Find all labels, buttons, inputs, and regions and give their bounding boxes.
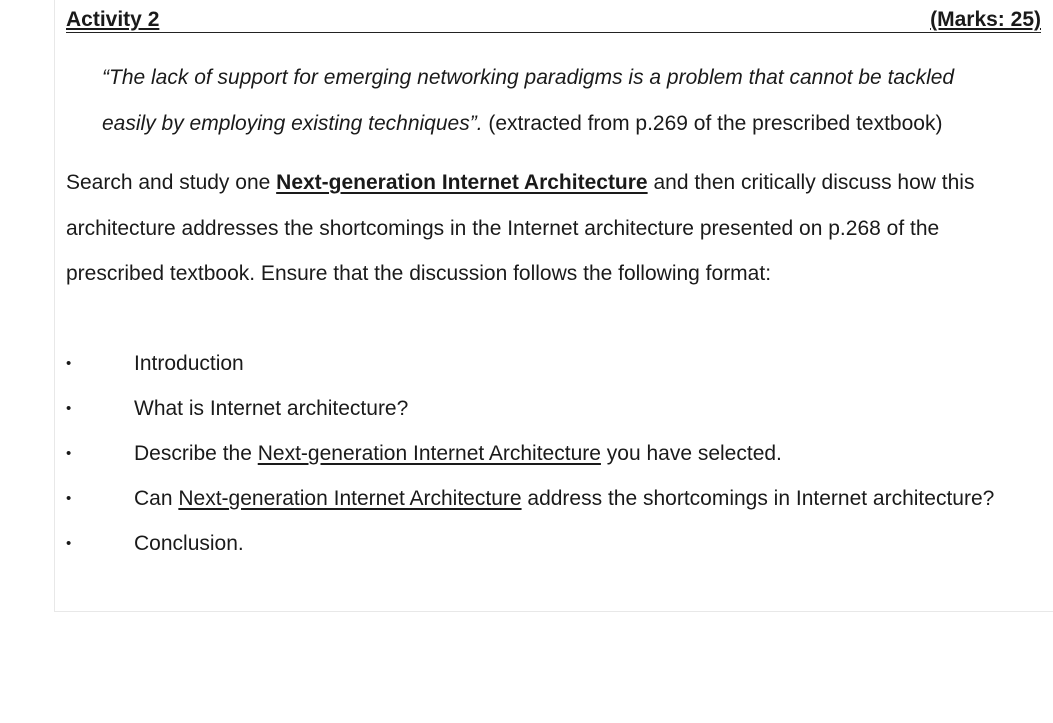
bullet-icon: • <box>66 445 72 462</box>
quote-line-2 <box>102 101 1037 147</box>
list-item-text: address the shortcomings in Internet architecture? <box>521 487 995 510</box>
list-item-text: Describe the <box>134 442 258 465</box>
list-item-text: Introduction <box>134 352 244 375</box>
list-item-link: Next-generation Internet Architecture <box>257 442 601 465</box>
activity-title: Activity 2 <box>66 8 160 31</box>
bullet-icon: • <box>66 400 72 417</box>
list-item-text: Conclusion. <box>134 532 244 555</box>
list-item-text: you have selected. <box>600 442 782 465</box>
list-item-link: Next-generation Internet Architecture <box>178 487 522 510</box>
quote-line-1: “The lack of support for emerging networking paradigms is a problem that cannot be tackled <box>102 66 955 89</box>
paragraph-text-2: and then critically discuss how this architecture addresses the shortcomings in the Internet architecture presented on p.268 of the prescribed textbook. Ensure that the discussion follows the following format: <box>66 171 975 285</box>
marks-label: (Marks: 25) <box>930 8 1041 31</box>
activity-heading <box>66 8 1041 33</box>
paragraph-text-1: Search and study one <box>66 171 277 194</box>
instruction-paragraph <box>66 160 1041 297</box>
bullet-icon: • <box>66 355 72 372</box>
list-item-text: What is Internet architecture? <box>134 397 409 420</box>
quote-block <box>102 55 1037 146</box>
bullet-icon: • <box>66 490 72 507</box>
list-item <box>66 386 1041 431</box>
list-item <box>66 341 1041 386</box>
list-item <box>66 521 1041 566</box>
paragraph-highlight: Next-generation Internet Architecture <box>276 171 648 194</box>
quote-source: (extracted from p.269 of the prescribed textbook) <box>482 111 943 135</box>
format-list <box>66 341 1041 566</box>
list-item-text: Can <box>134 487 179 510</box>
bullet-icon: • <box>66 535 72 552</box>
quote-line-2-italic: easily by employing existing techniques”. <box>102 111 483 135</box>
list-item <box>66 431 1041 476</box>
list-item <box>66 476 1041 521</box>
